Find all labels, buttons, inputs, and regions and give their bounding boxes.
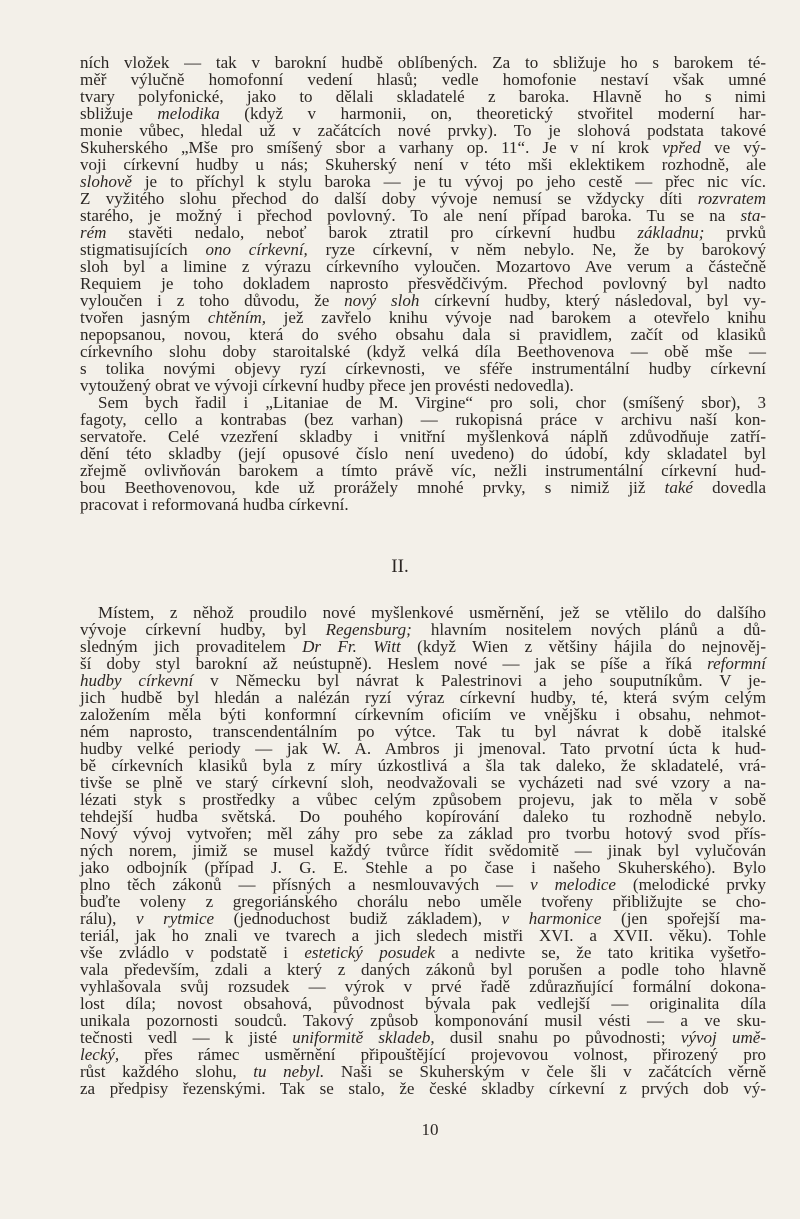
text-segment: stavěti nedalo, neboť barok ztratil pro církevní hudbu [106, 223, 638, 242]
text-segment: zřejmě ovlivňován barokem a tímto právě víc, nežli instrumentální církevní hud- [80, 461, 766, 480]
text-line [80, 241, 766, 258]
text-line [80, 343, 766, 360]
text-segment: bě církevních klasiků byla z míry úzkostlivá a šla tak daleko, že skladatelé, vrá- [80, 756, 766, 775]
text-segment: vyloučen i z toho důvodu, že [80, 291, 345, 310]
text-line [80, 876, 766, 893]
text-segment: fagoty, cello a kontrabas (bez varhan) — rukopisná práce v archivu naší kon- [80, 410, 766, 429]
italic-emphasis: estetický posudek [304, 943, 435, 962]
italic-emphasis: chtěním, [207, 308, 266, 327]
text-line [80, 859, 766, 876]
text-line [80, 791, 766, 808]
text-segment: stigmatisujících [80, 240, 206, 259]
text-segment: ních vložek — tak v barokní hudbě oblíbených. Za to sbližuje ho s barokem té- [80, 53, 766, 72]
text-segment: prvků [704, 223, 766, 242]
text-segment: v Německu byl návrat k Palestrinovi a jeho souputníkům. V je- [193, 671, 766, 690]
text-line [80, 139, 766, 156]
text-segment: církevního slohu doby staroitalské (když velká díla Beethovenova — obě mše — [80, 342, 766, 361]
text-segment: tečnosti vedl — k jisté [80, 1028, 293, 1047]
text-segment: ve vý- [700, 138, 766, 157]
page-number: 10 [421, 1120, 439, 1139]
text-segment: unikala pozornosti soudců. Takový způsob komponování musil vésti — a ve sku- [80, 1011, 766, 1030]
text-line [80, 842, 766, 859]
text-line [80, 224, 766, 241]
text-segment: Requiem je toho dokladem naprosto přesvědčivým. Přechod povlovný byl nadto [80, 274, 766, 293]
text-segment: jako odbojník (případ J. G. E. Stehle a po čase i našeho Skuherského). Bylo [80, 858, 766, 877]
text-line [80, 156, 766, 173]
italic-emphasis: Regensburg; [325, 620, 412, 639]
text-line [80, 428, 766, 445]
text-line [80, 655, 766, 672]
italic-emphasis: slohově [80, 172, 132, 191]
text-line [80, 445, 766, 462]
text-segment: a nedivte se, že tato kritika vyšetřo- [434, 943, 767, 962]
text-segment: (melodické prvky [615, 875, 766, 894]
text-segment: plno těch zákonů — přísných a nesmlouvavých — [80, 875, 531, 894]
text-segment: vše zvládlo v podstatě i [80, 943, 305, 962]
text-segment: (když Wien z většiny hájila do nejnověj- [400, 637, 766, 656]
text-line [80, 808, 766, 825]
text-segment: ší doby styl barokní až neústupně). Heslem nové — jak se píše a říká [80, 654, 708, 673]
text-segment: tehdejší hudba světská. Do pouhého kopírování daleko tu rozhodně nebylo. [80, 807, 766, 826]
italic-emphasis: lecký, [80, 1045, 120, 1064]
text-segment: starého, je možný i přechod povlovný. To ale není případ baroka. Tu se na [80, 206, 741, 225]
text-line [80, 173, 766, 190]
text-line [80, 309, 766, 326]
text-segment: za předpisy řezenskými. Tak se stalo, že české skladby církevní z prvých dob vý- [80, 1079, 766, 1098]
text-block-upper [80, 54, 766, 513]
text-line [80, 411, 766, 428]
text-line [80, 88, 766, 105]
text-line [80, 927, 766, 944]
text-line [80, 377, 766, 394]
text-line [80, 723, 766, 740]
italic-emphasis: v harmonice [501, 909, 602, 928]
text-line [80, 1063, 766, 1080]
text-line [80, 105, 766, 122]
italic-emphasis: tu nebyl. [253, 1062, 325, 1081]
text-line [80, 292, 766, 309]
text-segment: jež zavřelo knihu vývoje nad barokem a otevřelo knihu [266, 308, 766, 327]
text-segment: růst každého slohu, [80, 1062, 254, 1081]
text-segment: (když v harmonii, on, theoretický stvořitel moderní har- [219, 104, 766, 123]
italic-emphasis: uniformitě skladeb, [292, 1028, 435, 1047]
text-segment: Skuherského „Mše pro smíšený sbor a varhany op. 11“. Je v ní krok [80, 138, 663, 157]
text-line [80, 1012, 766, 1029]
text-segment: Místem, z něhož proudilo nové myšlenkové usměrnění, jež se vtělilo do dalšího [98, 603, 766, 622]
italic-emphasis: hudby církevní [80, 671, 194, 690]
italic-emphasis: základnu; [637, 223, 705, 242]
text-segment: vytoužený obrat ve vývoji církevní hudby přece jen provésti nedovedla). [80, 376, 574, 395]
text-line [80, 71, 766, 88]
italic-emphasis: vpřed [662, 138, 701, 157]
italic-emphasis: melodika [157, 104, 220, 123]
text-segment: (jen spořejší ma- [601, 909, 766, 928]
text-segment: ných norem, jimiž se musel každý tvůrce řídit svědomitě — jinak byl vylučován [80, 841, 766, 860]
text-segment: Z vyžitého slohu přechod do další doby vývoje nemusí se vždycky díti [80, 189, 698, 208]
text-segment: vyhlašovala svůj rozsudek — výrok v prvé řadě zdůrazňující formální dokona- [80, 977, 766, 996]
text-line [80, 621, 766, 638]
text-line [80, 1029, 766, 1046]
italic-emphasis: v melodice [530, 875, 616, 894]
text-block-lower [80, 604, 766, 1097]
text-line [80, 944, 766, 961]
text-segment: rálu), [80, 909, 136, 928]
text-segment: teriál, jak ho znali ve tvarech a jich sledech mistři XVI. a XVII. věku). Tohle [80, 926, 766, 945]
italic-emphasis: rozvratem [697, 189, 766, 208]
text-segment: Naši se Skuherským v čele šli v začátcích věrně [324, 1062, 766, 1081]
text-line [80, 740, 766, 757]
text-line [80, 706, 766, 723]
text-line [80, 326, 766, 343]
italic-emphasis: nový sloh [344, 291, 420, 310]
text-segment: přes rámec usměrnění připouštějící projevovou volnost, přirozený pro [119, 1045, 766, 1064]
text-segment: pracovat i reformovaná hudba církevní. [80, 495, 349, 514]
text-line [80, 54, 766, 71]
italic-emphasis: také [664, 478, 693, 497]
text-segment: Nový vývoj vytvořen; měl záhy pro sebe za základ pro tvorbu hotový svod přís- [80, 824, 766, 843]
text-segment: lost díla; novost obsahová, původnost bývala pak vedlejší — originalita díla [80, 994, 766, 1013]
text-segment: hudby velké periody — jak W. A. Ambros ji jmenoval. Tato prvotní úcta k hud- [80, 739, 766, 758]
text-line [80, 893, 766, 910]
italic-emphasis: sta- [740, 206, 766, 225]
italic-emphasis: vývoj umě- [680, 1028, 767, 1047]
text-segment: lézati styk s prostředky a vůbec celým způsobem projevu, jak to měla v sobě [80, 790, 766, 809]
text-line [80, 479, 766, 496]
text-segment: tivše se plně ve starý církevní sloh, neodvažovali se vycházeti nad své vzory a na- [80, 773, 766, 792]
text-segment: servatoře. Celé vzezření skladby i vnitřní myšlenková náplň zdůvodňuje zatří- [80, 427, 766, 446]
text-segment: tvary polyfonické, jako to dělali skladatelé z baroka. Hlavně ho s nimi [80, 87, 766, 106]
text-segment: s tolika novými objevy ryzí církevnosti, ve sféře instrumentální hudby církevní [80, 359, 766, 378]
text-segment: hlavním nositelem nových plánů a dů- [411, 620, 766, 639]
text-segment: sledným jich provaditelem [80, 637, 303, 656]
text-segment: ryze církevní, v něm nebylo. Ne, že by barokový [307, 240, 767, 259]
italic-emphasis: rém [80, 223, 107, 242]
text-segment: vala především, zdali a který z daných zákonů byl porušen a podle toho hlavně [80, 960, 766, 979]
text-line [80, 394, 766, 411]
text-line [80, 910, 766, 927]
text-line [80, 774, 766, 791]
text-line [80, 207, 766, 224]
text-line [80, 757, 766, 774]
text-segment: voji církevní hudby u nás; Skuherský není v této mši eklektikem rozhodně, ale [80, 155, 766, 174]
text-segment: je to příchyl k stylu baroka — je tu vývoj po jeho cestě — přec nic víc. [131, 172, 766, 191]
text-segment: založením měla býti konformní církevním oficiím ve vnějšku i obsahu, nehmot- [80, 705, 766, 724]
text-segment: vývoje církevní hudby, byl [80, 620, 326, 639]
text-segment: tvořen jasným [80, 308, 208, 327]
text-segment: jich hudbě byl hledán a nalézán ryzí výraz církevní hudby, té, která svým celým [80, 688, 766, 707]
text-line [80, 961, 766, 978]
text-segment: dění této skladby (její opusové číslo není uvedeno) do údobí, kdy skladatel byl [80, 444, 766, 463]
text-segment: (jednoduchost budiž základem), [214, 909, 502, 928]
italic-emphasis: reformní [707, 654, 766, 673]
text-segment: měř výlučně homofonní vedení hlasů; vedle homofonie nestaví však umné [80, 70, 766, 89]
text-line [80, 122, 766, 139]
italic-emphasis: v rytmice [135, 909, 215, 928]
text-line [80, 1080, 766, 1097]
text-segment: sbližuje [80, 104, 158, 123]
text-line [80, 462, 766, 479]
text-line [80, 825, 766, 842]
italic-emphasis: Dr Fr. Witt [302, 637, 401, 656]
text-segment: církevní hudby, který následoval, byl vy- [419, 291, 766, 310]
text-line [80, 978, 766, 995]
text-line [80, 360, 766, 377]
text-segment: bou Beethovenovou, kde už prorážely mnohé prvky, s nimiž již [80, 478, 665, 497]
text-segment: monie vůbec, hledal už v začátcích nové prvky). To je slohová podstata takové [80, 121, 766, 140]
text-segment: ném naprosto, transcendentálním po výtce. Tak tu byl návrat k době italské [80, 722, 766, 741]
text-line [80, 604, 766, 621]
text-line [80, 275, 766, 292]
text-line [80, 689, 766, 706]
italic-emphasis: ono církevní, [205, 240, 308, 259]
text-line [80, 995, 766, 1012]
text-segment: buďte voleny z gregoriánského chorálu nebo uměle tvořeny přibližujte se cho- [80, 892, 766, 911]
text-line [80, 672, 766, 689]
text-line [80, 1046, 766, 1063]
text-line [80, 496, 766, 513]
text-segment: dusil snahu po původnosti; [434, 1028, 681, 1047]
text-segment: nepopsanou, novou, která do svého obsahu dala si pravidlem, začít od klasiků [80, 325, 766, 344]
section-heading: II. [391, 556, 409, 577]
text-segment: Sem bych řadil i „Litaniae de M. Virgine“ pro soli, chor (smíšený sbor), 3 [98, 393, 766, 412]
text-line [80, 258, 766, 275]
text-line [80, 190, 766, 207]
text-segment: dovedla [692, 478, 766, 497]
text-line [80, 638, 766, 655]
text-segment: sloh byl a limine z výrazu církevního vyloučen. Mozartovo Ave verum a částečně [80, 257, 766, 276]
